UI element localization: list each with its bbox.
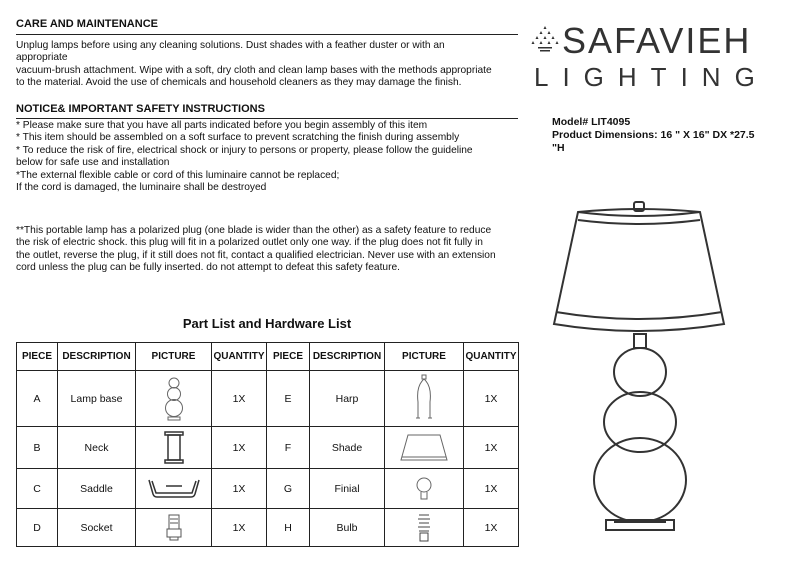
description-cell: Saddle: [58, 469, 136, 509]
piece-cell: G: [267, 469, 310, 509]
header-quantity: QUANTITY: [212, 343, 267, 371]
notice-line: * Please make sure that you have all parts indicated before you begin assembly of this item: [16, 120, 428, 131]
product-dimensions-cont: "H: [552, 142, 565, 154]
brand-logo: [530, 22, 792, 94]
polarized-text: [16, 225, 518, 275]
notice-rule: [16, 118, 518, 119]
table-row: [17, 509, 519, 547]
quantity-cell: 1X: [212, 371, 267, 427]
piece-cell: B: [17, 427, 58, 469]
header-picture: PICTURE: [136, 343, 212, 371]
polarized-line: **This portable lamp has a polarized plug (one blade is wider than the other) as a safety feature to reduce: [16, 225, 492, 236]
piece-cell: A: [17, 371, 58, 427]
polarized-line: the risk of electric shock. this plug will fit in a polarized outlet only one way. if the plug does not fit fully in: [16, 237, 483, 249]
notice-line: below for safe use and installation: [16, 157, 170, 169]
table-header-row: [17, 343, 519, 371]
saddle-icon: [146, 476, 202, 502]
picture-cell: [385, 469, 464, 509]
quantity-cell: 1X: [212, 509, 267, 547]
description-cell: Neck: [58, 427, 136, 469]
logo-wordmark: SAFAVIEH: [562, 20, 752, 61]
lamp-illustration: [548, 200, 728, 545]
piece-cell: H: [267, 509, 310, 547]
picture-cell: [385, 427, 464, 469]
notice-title: NOTICE& IMPORTANT SAFETY INSTRUCTIONS: [16, 103, 265, 115]
picture-cell: [385, 509, 464, 547]
notice-line: If the cord is damaged, the luminaire shall be destroyed: [16, 182, 267, 194]
socket-icon: [164, 513, 184, 543]
description-cell: Socket: [58, 509, 136, 547]
care-line: appropriate: [16, 52, 68, 64]
header-piece: PIECE: [267, 343, 310, 371]
care-line: to the material. Avoid the use of chemicals and household cleaners as they may damage the finish.: [16, 77, 462, 89]
notice-line: * To reduce the risk of fire, electrical shock or injury to persons or property, please follow the guideline: [16, 144, 473, 156]
polarized-line: the outlet, reverse the plug, if it still does not fit, contact a qualified electrician. Never use with an extension: [16, 249, 496, 261]
notice-text: [16, 120, 518, 194]
description-cell: Lamp base: [58, 371, 136, 427]
neck-icon: [162, 430, 186, 466]
piece-cell: D: [17, 509, 58, 547]
polarized-line: cord unless the plug can be fully inserted. do not attempt to defeat this safety feature.: [16, 262, 400, 274]
table-row: [17, 469, 519, 509]
shade-icon: [399, 432, 449, 464]
parts-table: [16, 342, 519, 547]
product-dimensions: Product Dimensions: 16 " X 16" DX *27.5: [552, 129, 755, 141]
logo-subtitle: LIGHTING: [534, 62, 769, 92]
table-row: [17, 427, 519, 469]
header-picture: PICTURE: [385, 343, 464, 371]
quantity-cell: 1X: [212, 469, 267, 509]
picture-cell: [136, 509, 212, 547]
picture-cell: [136, 371, 212, 427]
chandelier-icon: [530, 24, 560, 54]
header-description: DESCRIPTION: [58, 343, 136, 371]
notice-line: *The external flexible cable or cord of this luminaire cannot be replaced;: [16, 169, 340, 181]
quantity-cell: 1X: [212, 427, 267, 469]
header-description: DESCRIPTION: [310, 343, 385, 371]
quantity-cell: 1X: [464, 427, 519, 469]
quantity-cell: 1X: [464, 371, 519, 427]
picture-cell: [136, 469, 212, 509]
care-line: vacuum-brush attachment. Wipe with a soft, dry cloth and clean lamp bases with the methods appropriate: [16, 64, 492, 76]
model-info: [552, 116, 755, 155]
care-title: CARE AND MAINTENANCE: [16, 18, 158, 30]
picture-cell: [136, 427, 212, 469]
piece-cell: C: [17, 469, 58, 509]
harp-icon: [412, 374, 436, 424]
piece-cell: E: [267, 371, 310, 427]
lamp-base-icon: [162, 376, 186, 422]
quantity-cell: 1X: [464, 469, 519, 509]
piece-cell: F: [267, 427, 310, 469]
table-row: [17, 371, 519, 427]
quantity-cell: 1X: [464, 509, 519, 547]
header-piece: PIECE: [17, 343, 58, 371]
description-cell: Bulb: [310, 509, 385, 547]
model-number: Model# LIT4095: [552, 116, 631, 128]
care-text: [16, 40, 518, 90]
description-cell: Harp: [310, 371, 385, 427]
description-cell: Shade: [310, 427, 385, 469]
care-line: Unplug lamps before using any cleaning solutions. Dust shades with a feather duster or with an: [16, 40, 445, 51]
finial-icon: [412, 475, 436, 503]
care-rule: [16, 34, 518, 35]
parts-title: Part List and Hardware List: [182, 316, 352, 331]
header-quantity: QUANTITY: [464, 343, 519, 371]
bulb-icon: [414, 512, 434, 544]
notice-line: * This item should be assembled on a soft surface to prevent scratching the finish during assembly: [16, 132, 460, 144]
description-cell: Finial: [310, 469, 385, 509]
picture-cell: [385, 371, 464, 427]
